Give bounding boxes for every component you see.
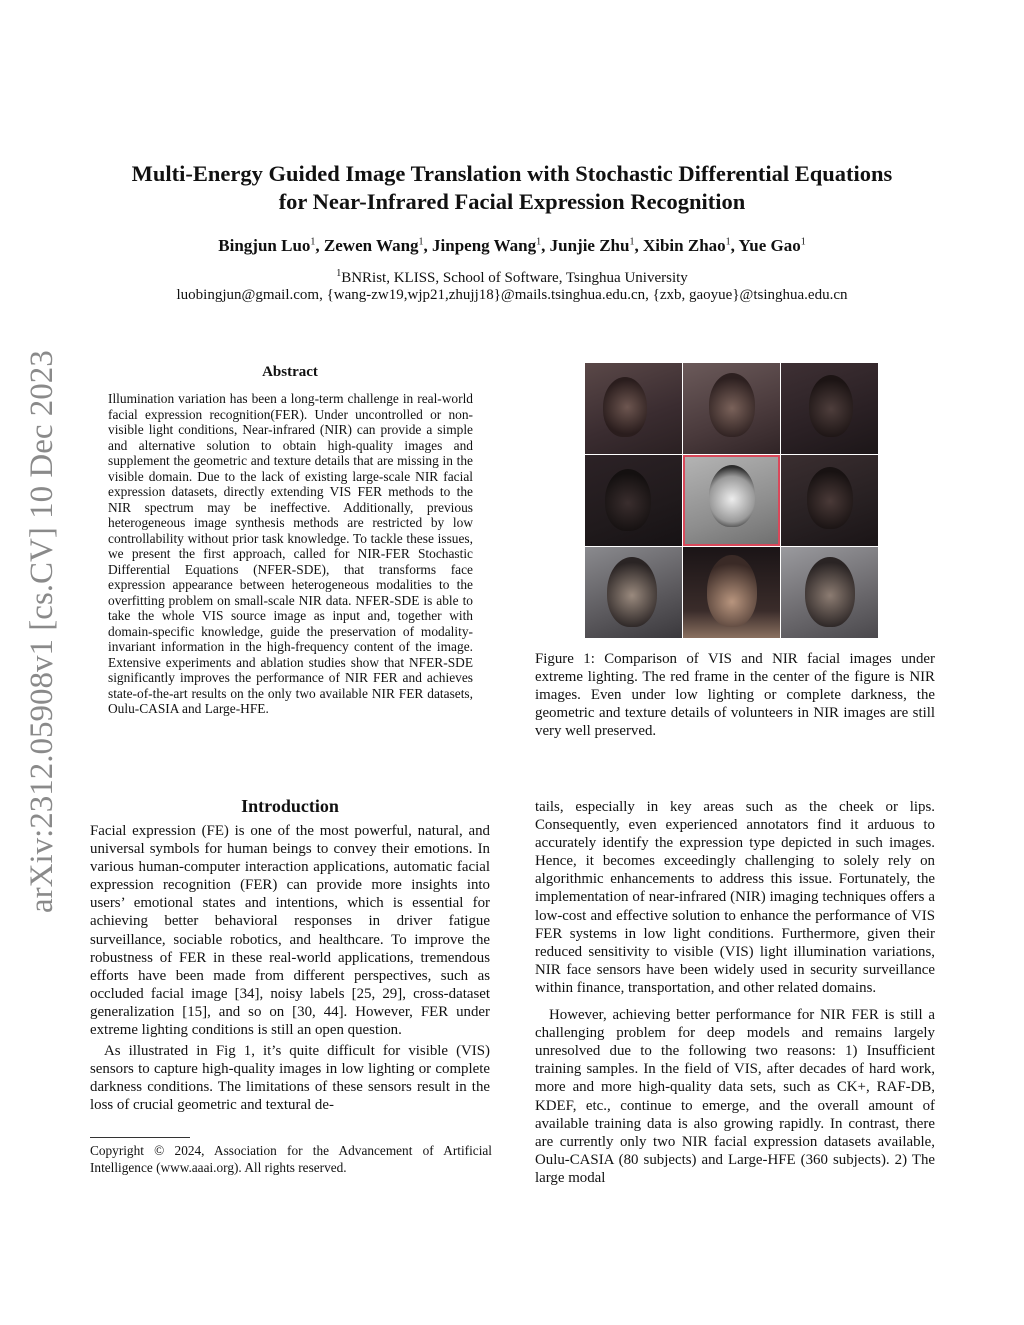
title-line-2: for Near-Infrared Facial Expression Recognition <box>278 189 746 214</box>
author-list <box>90 236 934 256</box>
vis-image-middle-left <box>585 455 682 546</box>
vis-image-bottom-center <box>683 547 780 638</box>
vis-image-top-left <box>585 363 682 454</box>
vis-image-middle-right <box>781 455 878 546</box>
intro-paragraph-1: Facial expression (FE) is one of the most powerful, natural, and universal symbols for human beings to convey their emotions. In various human-computer interaction applications, automatic facial expression recognition (FER) can provide more insights into users’ emotional states and intentions, which is essential for achieving better behavioral responses in driver fatigue surveillance, sociable robotics, and healthcare. To improve the robustness of FER in these real-world applications, tremendous efforts have been made from different perspectives, such as occluded facial image [34], noisy labels [25, 29], cross-dataset generalization [15], and so on [30, 44]. However, FER under extreme lighting conditions is still an open question. <box>90 823 490 1039</box>
vis-image-top-right <box>781 363 878 454</box>
vis-image-top-center <box>683 363 780 454</box>
figure-1-face-grid <box>585 363 879 639</box>
figure-1-caption: Figure 1: Comparison of VIS and NIR facial images under extreme lighting. The red frame in the center of the figure is NIR images. Even under low lighting or complete darkness, the geometric and texture details of volunteers in NIR images are still very well preserved. <box>535 651 935 740</box>
arxiv-identifier: arXiv:2312.05908v1 [cs.CV] 10 Dec 2023 <box>24 350 60 913</box>
left-column-body <box>90 822 490 1115</box>
nir-image-center <box>683 455 780 546</box>
affiliation: $^1$BNRist, KLISS, School of Software, Tsinghua University <box>336 268 688 286</box>
author-emails: luobingjun@gmail.com, {wang-zw19,wjp21,zhujj18}@mails.tsinghua.edu.cn, {zxb, gaoyue}@tsinghua.edu.cn <box>176 287 848 303</box>
vis-image-bottom-right <box>781 547 878 638</box>
right-column-body <box>535 798 935 1187</box>
abstract-heading: Abstract <box>262 364 318 380</box>
author: Yue Gao$^1$ <box>738 236 806 255</box>
introduction-heading: Introduction <box>241 796 339 816</box>
author: Junjie Zhu$^1$, <box>549 236 643 255</box>
body-paragraph-2: However, achieving better performance for NIR FER is still a challenging problem for deep models and remains largely unresolved due to the following two reasons: 1) Insufficient training samples. In the field of VIS, after decades of hard work, more and more high-quality data sets, such as CK+, RAF-DB, KDEF, etc., continue to emerge, and the overall amount of available training data is also growing rapidly. In contrast, there are currently only two NIR facial expression datasets available, Oulu-CASIA (80 subjects) and Large-HFE (360 subjects). 2) The large modal <box>535 1007 935 1186</box>
paper-title <box>90 160 934 216</box>
vis-image-bottom-left <box>585 547 682 638</box>
intro-paragraph-2: As illustrated in Fig 1, it’s quite difficult for visible (VIS) sensors to capture high-quality images in low lighting or complete darkness conditions. The limitations of these sensors result in the loss of crucial geometric and textural de- <box>90 1043 490 1114</box>
title-line-1: Multi-Energy Guided Image Translation with Stochastic Differential Equations <box>131 161 893 186</box>
abstract-text: Illumination variation has been a long-term challenge in real-world facial expression recognition(FER). Under uncontrolled or non-visible light conditions, Near-infrared (NIR) can provide a simple and alternative solution to obtain high-quality images and supplement the geometric and texture details that are missing in the visible domain. Due to the lack of existing large-scale NIR facial expression datasets, directly extending VIS FER methods to the NIR spectrum may be ineffective. Additionally, previous heterogeneous image synthesis methods are restricted by low controllability without prior task knowledge. To tackle these issues, we present the first approach, called for NIR-FER Stochastic Differential Equations (NFER-SDE), that transforms face expression appearance between heterogeneous modalities to the overfitting problem on small-scale NIR data. NFER-SDE is able to take the whole VIS source image as input and, together with domain-specific knowledge, guide the preservation of modality-invariant information in the high-frequency content of the image. Extensive experiments and ablation studies show that NFER-SDE significantly improves the performance of NIR FER and achieves state-of-the-art results on the only two available NIR FER datasets, Oulu-CASIA and Large-HFE. <box>108 391 473 716</box>
body-paragraph-continued: tails, especially in key areas such as the cheek or lips. Consequently, even experienced annotators find it arduous to accurately identify the expression type depicted in such images. Hence, it becomes exceedingly challenging to solely rely on algorithmic enhancements to address this issue. Fortunately, the implementation of near-infrared (NIR) imaging techniques offers a low-cost and effective solution to enhance the performance of VIS FER systems in low light conditions. Furthermore, given their reduced sensitivity to visible (VIS) light illumination variations, NIR face sensors have been widely used in security surveillance within finance, transportation, and other related domains. <box>535 799 935 996</box>
author: Zewen Wang$^1$, <box>323 236 433 255</box>
author: Bingjun Luo$^1$, <box>218 236 324 255</box>
copyright-footnote: Copyright © 2024, Association for the Advancement of Artificial Intelligence (www.aaai.org). All rights reserved. <box>90 1143 492 1175</box>
author: Jinpeng Wang$^1$, <box>432 236 550 255</box>
author: Xibin Zhao$^1$, <box>642 236 739 255</box>
footnote-rule <box>90 1137 190 1138</box>
